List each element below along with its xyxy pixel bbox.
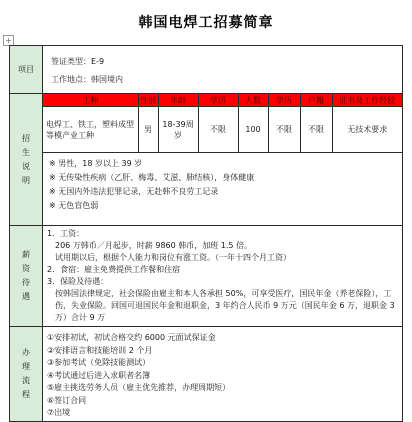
header-age: 年龄 xyxy=(158,94,198,107)
process-label: 办理流程 xyxy=(10,327,43,422)
header-experience: 证书及工作经验 xyxy=(332,94,402,107)
recruit-label: 招生说明 xyxy=(10,94,43,226)
insurance-detail: 按韩国法律规定，社会保险由雇主和本人各承担 50%，可享受医疗，国民年金（养老保险），工伤，失业保险。回国可退国民年金和退职金，3 年约合人民币 9 万元（国民年金 6 万，退职金 3 万）合计 9 万 xyxy=(55,289,395,322)
process-step: ③参加考试（免除技能测试） xyxy=(47,358,151,367)
requirement-item: ※ 男性，18 岁以上 39 岁 xyxy=(49,159,143,168)
header-count: 人数 xyxy=(238,94,268,107)
salary-heading: 1．工资： xyxy=(47,229,85,238)
job-gender: 男 xyxy=(138,107,158,153)
benefits-info xyxy=(43,226,403,327)
process-step: ⑥签订合同 xyxy=(47,395,87,405)
salary-raise: 试用期以后，根据个人能力和岗位有涨工资。（一年十四个月工资） xyxy=(55,253,291,262)
header-education-2: 学历 xyxy=(268,94,300,107)
requirement-item: ※ 无传染性疾病（乙肝、梅毒、艾滋、肺结核），身体健康 xyxy=(49,173,255,182)
job-education-2: 不限 xyxy=(268,107,300,153)
header-education: 学历 xyxy=(198,94,238,107)
process-step: ②安排语言和技能培训 2 个月 xyxy=(47,345,153,355)
recruitment-form-table xyxy=(9,45,403,422)
job-table xyxy=(43,94,402,217)
document-title: 韩国电焊工招募简章 xyxy=(138,15,274,31)
visa-type: 签证类型：E-9 xyxy=(51,57,105,66)
requirement-item: ※ 无国内外违法犯罪记录，无赴韩不良劳工记录 xyxy=(49,187,219,196)
requirements-list xyxy=(43,153,402,218)
job-hukou: 不限 xyxy=(300,107,332,153)
process-step: ⑦出境 xyxy=(47,408,71,417)
process-step: ①安排初试，初试合格交约 6000 元面试保证金 xyxy=(47,333,216,342)
process-step: ④考试通过后进入求职者名簿 xyxy=(47,370,151,380)
project-label: 项目 xyxy=(10,46,43,94)
room-board: 2．食宿：雇主免费提供工作餐和住宿 xyxy=(47,265,181,274)
process-step: ⑤雇主挑选劳务人员（雇主优先推荐，办理周期短） xyxy=(47,383,231,392)
process-steps xyxy=(43,327,403,422)
table-move-handle-icon[interactable]: + xyxy=(3,35,14,46)
job-table-row xyxy=(43,107,402,153)
header-hukou: 户籍 xyxy=(300,94,332,107)
requirement-item: ※ 无色盲色弱 xyxy=(49,201,99,210)
work-location: 工作地点：韩国境内 xyxy=(51,75,123,84)
job-age: 18-39周岁 xyxy=(158,107,198,153)
salary-detail: 206 万韩币／月起步，时薪 9860 韩币，加班 1.5 倍。 xyxy=(55,241,253,250)
header-job: 工种 xyxy=(43,94,138,107)
job-education: 不限 xyxy=(198,107,238,153)
project-info xyxy=(43,46,403,94)
job-count: 100 xyxy=(238,107,268,153)
job-table-header xyxy=(43,94,402,107)
job-name: 电焊工、铁工，塑料成型等模产业工种 xyxy=(43,107,138,153)
benefits-label: 薪资待遇 xyxy=(10,226,43,327)
header-gender: 性别 xyxy=(140,95,156,105)
insurance-heading: 3．保险及待遇： xyxy=(47,277,109,286)
job-experience: 无技术要求 xyxy=(332,107,402,153)
recruit-info xyxy=(43,94,403,226)
